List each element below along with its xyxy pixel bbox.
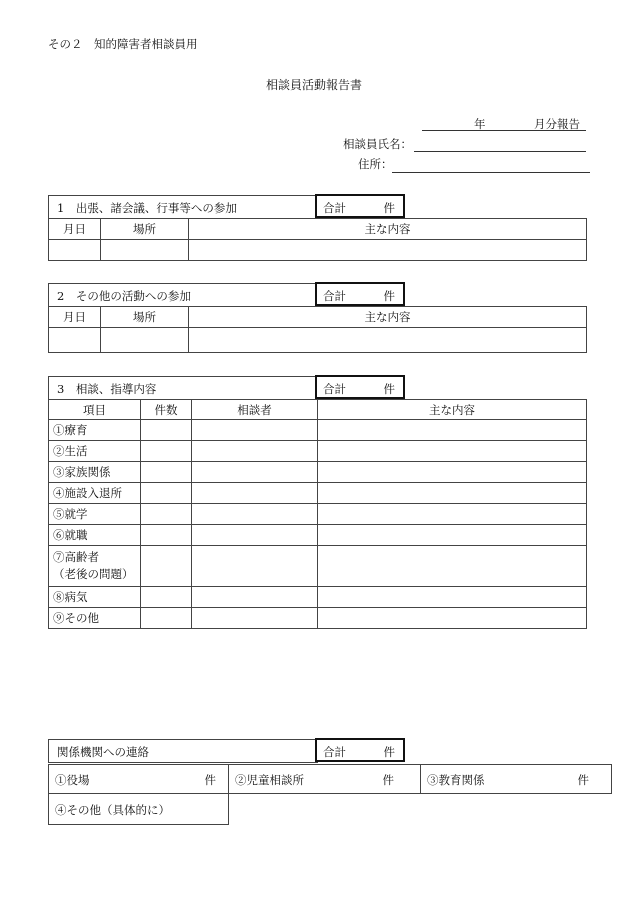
consulter-cell[interactable] — [192, 420, 318, 441]
item-label: ⑧病気 — [49, 587, 141, 608]
content-cell[interactable] — [189, 240, 587, 261]
address-field[interactable] — [392, 172, 590, 173]
contact-label: ③教育関係 — [427, 773, 485, 787]
table-row — [49, 483, 587, 504]
date-cell[interactable] — [49, 328, 101, 353]
count-unit: 件 — [577, 773, 589, 787]
content-cell[interactable] — [318, 504, 587, 525]
date-cell[interactable] — [49, 240, 101, 261]
contact-cell-education[interactable] — [420, 764, 612, 794]
table-header-row — [49, 219, 587, 240]
place-cell[interactable] — [101, 328, 189, 353]
section2-total-box[interactable] — [315, 282, 405, 306]
content-cell[interactable] — [318, 525, 587, 546]
item-label: ③家族関係 — [49, 462, 141, 483]
table-row — [49, 525, 587, 546]
section2-table — [48, 306, 587, 353]
table-row — [49, 608, 587, 629]
item-label: ①療育 — [49, 420, 141, 441]
total-label: 合計 — [323, 382, 346, 396]
count-unit: 件 — [383, 201, 395, 215]
count-cell[interactable] — [141, 525, 192, 546]
count-cell[interactable] — [141, 546, 192, 587]
section4-total-box[interactable] — [315, 738, 405, 762]
content-cell[interactable] — [318, 462, 587, 483]
table-row — [49, 546, 587, 587]
section1-table — [48, 218, 587, 261]
column-header-consulter: 相談者 — [192, 400, 318, 420]
consulter-cell[interactable] — [192, 462, 318, 483]
column-header-place: 場所 — [101, 219, 189, 240]
count-unit: 件 — [383, 745, 395, 759]
count-cell[interactable] — [141, 420, 192, 441]
section3-table — [48, 399, 587, 629]
item-label: ④施設入退所 — [49, 483, 141, 504]
section3-total-box[interactable] — [315, 375, 405, 399]
section1-header — [48, 195, 318, 219]
item-label: ⑨その他 — [49, 608, 141, 629]
total-label: 合計 — [323, 289, 346, 303]
section4-title: 関係機関への連絡 — [57, 745, 149, 759]
table-row — [49, 462, 587, 483]
contact-label: ①役場 — [55, 773, 90, 787]
table-row — [49, 587, 587, 608]
count-unit: 件 — [383, 382, 395, 396]
item-label: ⑤就学 — [49, 504, 141, 525]
count-cell[interactable] — [141, 462, 192, 483]
section2-title: 2 その他の活動への参加 — [57, 289, 191, 303]
address-label: 住所： — [358, 157, 393, 171]
content-cell[interactable] — [318, 441, 587, 462]
consulter-cell[interactable] — [192, 441, 318, 462]
column-header-content: 主な内容 — [318, 400, 587, 420]
contact-cell-child-guidance[interactable] — [228, 764, 421, 794]
table-header-row — [49, 400, 587, 420]
total-label: 合計 — [323, 745, 346, 759]
consulter-cell[interactable] — [192, 483, 318, 504]
consulter-cell[interactable] — [192, 608, 318, 629]
section4-header — [48, 739, 318, 763]
count-unit: 件 — [382, 773, 394, 787]
content-cell[interactable] — [318, 587, 587, 608]
table-row — [49, 441, 587, 462]
consulter-cell[interactable] — [192, 525, 318, 546]
count-cell[interactable] — [141, 608, 192, 629]
contact-cell-town-office[interactable] — [48, 764, 229, 794]
counselor-name-field[interactable] — [414, 151, 586, 152]
column-header-item: 項目 — [49, 400, 141, 420]
column-header-date: 月日 — [49, 307, 101, 328]
section2-header — [48, 283, 318, 307]
form-code: その２ 知的障害者相談員用 — [48, 37, 198, 51]
table-row — [49, 328, 587, 353]
count-unit: 件 — [204, 773, 216, 787]
column-header-content: 主な内容 — [189, 307, 587, 328]
table-row — [49, 240, 587, 261]
count-cell[interactable] — [141, 483, 192, 504]
total-label: 合計 — [323, 201, 346, 215]
consulter-cell[interactable] — [192, 546, 318, 587]
contact-label: ④その他（具体的に） — [55, 803, 170, 817]
count-cell[interactable] — [141, 504, 192, 525]
column-header-count: 件数 — [141, 400, 192, 420]
contact-cell-other[interactable] — [48, 793, 229, 825]
contact-label: ②児童相談所 — [235, 773, 304, 787]
column-header-date: 月日 — [49, 219, 101, 240]
place-cell[interactable] — [101, 240, 189, 261]
column-header-place: 場所 — [101, 307, 189, 328]
page-title: 相談員活動報告書 — [266, 78, 363, 92]
content-cell[interactable] — [318, 608, 587, 629]
section1-total-box[interactable] — [315, 194, 405, 218]
count-unit: 件 — [383, 289, 395, 303]
table-row — [49, 420, 587, 441]
content-cell[interactable] — [189, 328, 587, 353]
item-label: ②生活 — [49, 441, 141, 462]
count-cell[interactable] — [141, 587, 192, 608]
section1-title: 1 出張、諸会議、行事等への参加 — [57, 201, 237, 215]
content-cell[interactable] — [318, 546, 587, 587]
year-label: 年 — [474, 117, 486, 131]
content-cell[interactable] — [318, 420, 587, 441]
counselor-name-label: 相談員氏名： — [343, 137, 412, 151]
content-cell[interactable] — [318, 483, 587, 504]
consulter-cell[interactable] — [192, 587, 318, 608]
item-label: ⑥就職 — [49, 525, 141, 546]
table-row — [49, 504, 587, 525]
report-period-underline — [422, 130, 586, 131]
table-header-row — [49, 307, 587, 328]
count-cell[interactable] — [141, 441, 192, 462]
column-header-content: 主な内容 — [189, 219, 587, 240]
consulter-cell[interactable] — [192, 504, 318, 525]
section3-header — [48, 376, 318, 400]
month-report-label: 月分報告 — [534, 117, 580, 131]
item-label: ⑦高齢者 （老後の問題） — [49, 546, 141, 587]
section3-title: 3 相談、指導内容 — [57, 382, 157, 396]
